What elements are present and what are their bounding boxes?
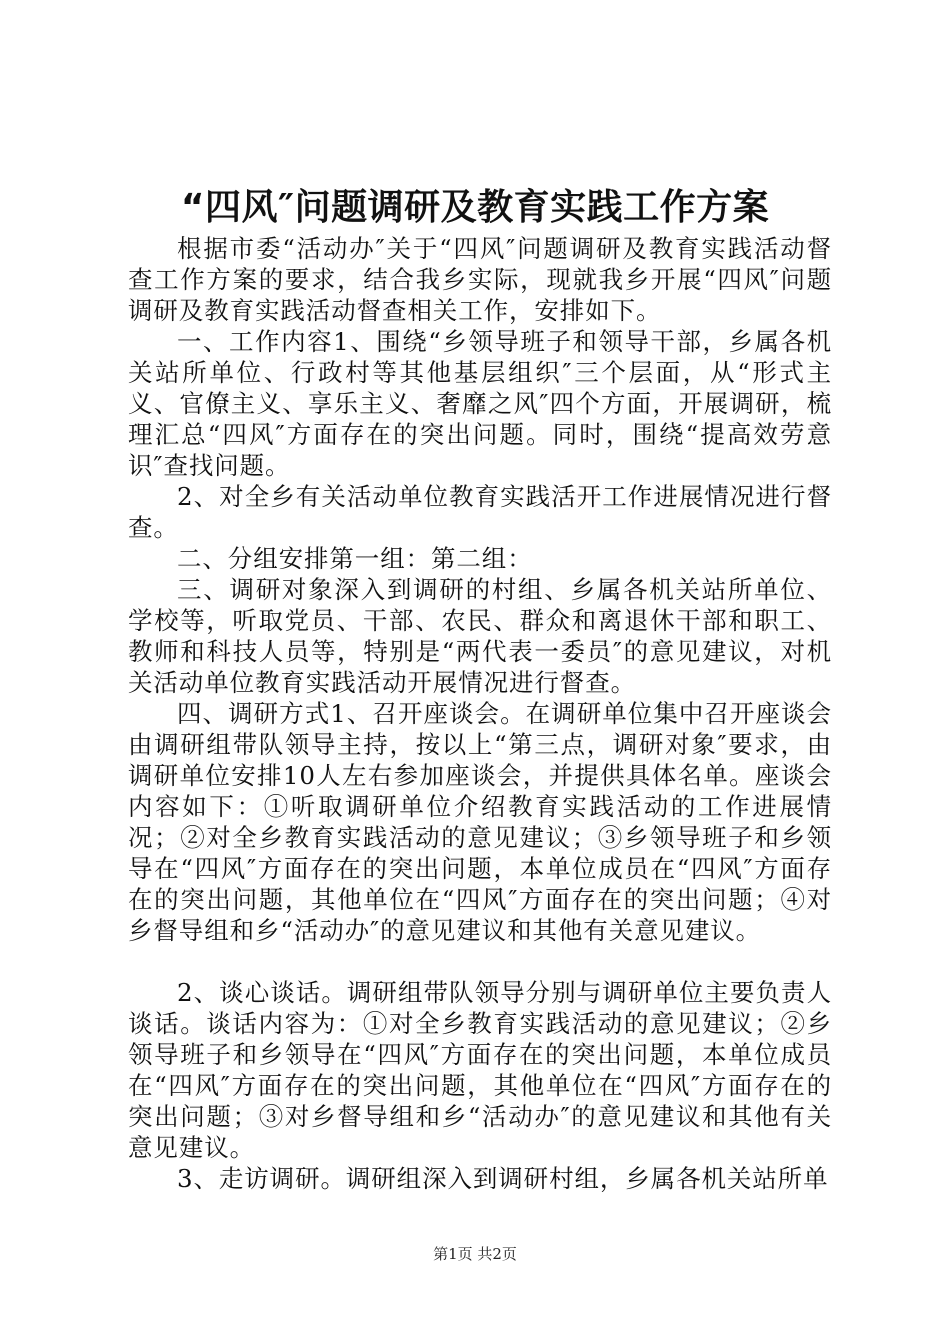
paragraph-heart-to-heart: 2、谈心谈话。调研组带队领导分别与调研单位主要负责人谈话。谈话内容为：①对全乡教育实践活动的意见建议；②乡领导班子和乡领导在“四风″方面存在的突出问题，本单位成员在“四风″方面存在的突出问题，其他单位在“四风″方面存在的突出问题；③对乡督导组和乡“活动办″的意见建议和其他有关意见建议。 (128, 978, 832, 1162)
document-body (128, 233, 832, 1194)
paragraph-research-methods: 四、调研方式1、召开座谈会。在调研单位集中召开座谈会由调研组带队领导主持，按以上“第三点，调研对象″要求，由调研单位安排10人左右参加座谈会，并提供具体名单。座谈会内容如下：①听取调研单位介绍教育实践活动的工作进展情况；②对全乡教育实践活动的意见建议；③乡领导班子和乡领导在“四风″方面存在的突出问题，本单位成员在“四风″方面存在的突出问题，其他单位在“四风″方面存在的突出问题；④对乡督导组和乡“活动办″的意见建议和其他有关意见建议。 (128, 699, 832, 945)
paragraph-intro: 根据市委“活动办″关于“四风″问题调研及教育实践活动督查工作方案的要求，结合我乡实际，现就我乡开展“四风″问题调研及教育实践活动督查相关工作，安排如下。 (128, 234, 832, 325)
document-title: “四风″问题调研及教育实践工作方案 (180, 187, 770, 228)
paragraph-supervision: 2、对全乡有关活动单位教育实践活开工作进展情况进行督查。 (128, 482, 832, 542)
paragraph-work-content: 一、工作内容1、围绕“乡领导班子和领导干部，乡属各机关站所单位、行政村等其他基层组织″三个层面，从“形式主义、官僚主义、享乐主义、奢靡之风″四个方面，开展调研，梳理汇总“四风″方面存在的突出问题。同时，围绕“提高效劳意识″查找问题。 (128, 327, 832, 480)
paragraph-grouping: 二、分组安排第一组：第二组： (177, 544, 533, 573)
paragraph-spacer (128, 946, 832, 977)
paragraph-visits: 3、走访调研。调研组深入到调研村组，乡属各机关站所单 (177, 1164, 829, 1193)
page-number-footer: 第1页 共2页 (433, 1245, 517, 1263)
paragraph-research-targets: 三、调研对象深入到调研的村组、乡属各机关站所单位、学校等，听取党员、干部、农民、群众和离退休干部和职工、教师和科技人员等，特别是“两代表一委员″的意见建议，对机关活动单位教育实践活动开展情况进行督查。 (128, 575, 832, 697)
